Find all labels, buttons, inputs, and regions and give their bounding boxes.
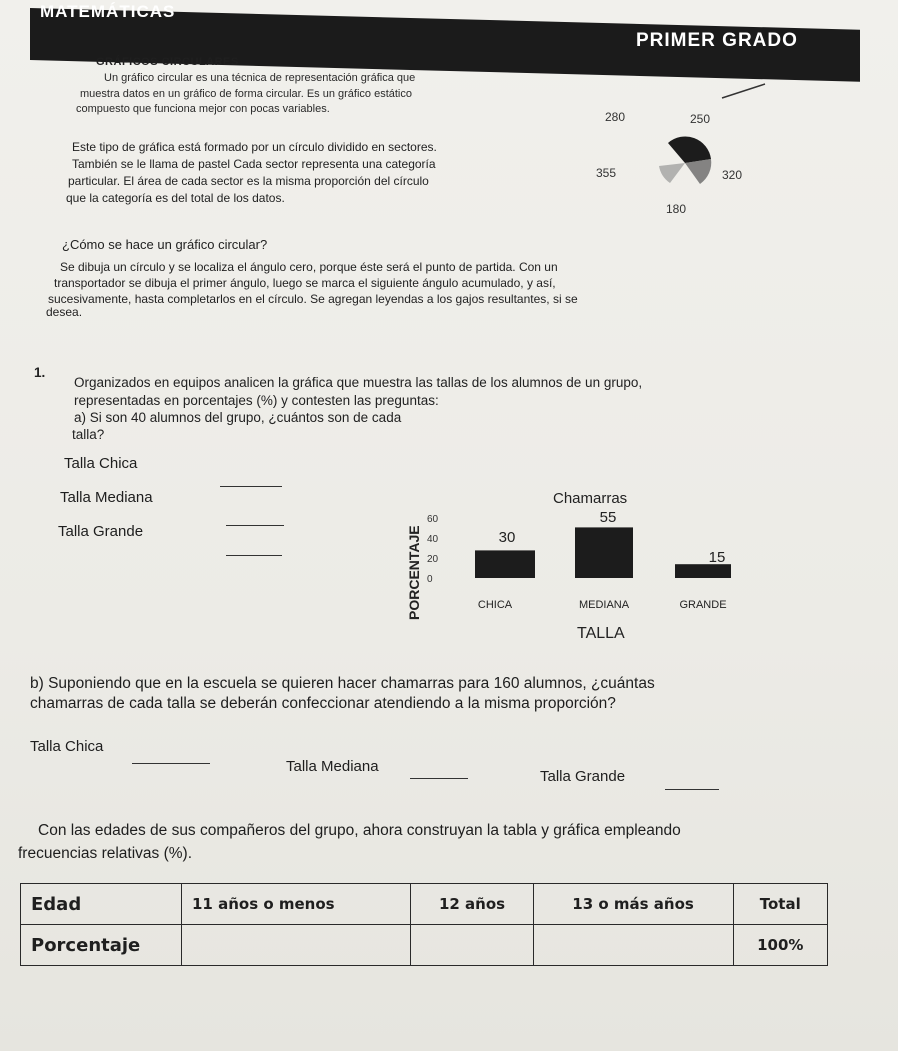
description-line: que la categoría es del total de los datos. bbox=[66, 191, 285, 205]
description-line: particular. El área de cada sector es la misma proporción del círculo bbox=[68, 174, 429, 188]
how-question: ¿Cómo se hace un gráfico circular? bbox=[62, 237, 268, 252]
chart-data-label: 30 bbox=[498, 529, 516, 546]
exercise-b-line: chamarras de cada talla se deberán confeccionar atendiendo a la misma proporción? bbox=[30, 695, 616, 712]
chart-data-label: 15 bbox=[708, 549, 726, 566]
intro-line: Un gráfico circular es una técnica de representación gráfica que bbox=[104, 72, 416, 84]
table-header-cell: Edad bbox=[21, 884, 182, 925]
answer-blank-chica[interactable] bbox=[220, 486, 282, 487]
answer-blank-grande[interactable] bbox=[226, 555, 282, 556]
answer-label-chica: Talla Chica bbox=[64, 455, 138, 472]
pie-chart-illustration bbox=[590, 80, 770, 220]
exercise-line: a) Si son 40 alumnos del grupo, ¿cuántos son de cada bbox=[74, 410, 402, 425]
how-text-line: transportador se dibuja el primer ángulo, luego se marca el siguiente ángulo acumulado, y así, bbox=[54, 276, 556, 290]
pie-label: 320 bbox=[722, 168, 743, 182]
chart-title: Chamarras bbox=[553, 490, 628, 507]
bar-chart bbox=[385, 480, 785, 660]
chart-xlabel: TALLA bbox=[577, 625, 625, 642]
chart-category-label: CHICA bbox=[477, 599, 513, 611]
chart-category-label: GRANDE bbox=[679, 599, 727, 611]
chart-ylabel: PORCENTAJE bbox=[406, 525, 422, 620]
how-text-line: Se dibuja un círculo y se localiza el ángulo cero, porque éste será el punto de partida. Con un bbox=[60, 260, 558, 274]
how-text-line: sucesivamente, hasta completarlos en el círculo. Se agregan leyendas a los gajos resultantes, si se bbox=[48, 292, 578, 306]
pie-sector-gray bbox=[685, 159, 711, 184]
exercise-c-line: Con las edades de sus compañeros del grupo, ahora construyan la tabla y gráfica empleando bbox=[38, 822, 681, 839]
chart-ytick-label: 0 bbox=[427, 574, 433, 585]
chart-data-label: 55 bbox=[599, 509, 617, 526]
b-answer-label-chica: Talla Chica bbox=[30, 738, 104, 755]
table-header-cell: 12 años bbox=[411, 884, 533, 925]
table-cell-input[interactable] bbox=[533, 925, 733, 966]
pie-sector-light bbox=[659, 163, 685, 183]
answer-blank-mediana[interactable] bbox=[226, 525, 284, 526]
table-cell-total: 100% bbox=[733, 925, 827, 966]
description-line: También se le llama de pastel Cada sector representa una categoría bbox=[72, 157, 436, 171]
exercise-line: talla? bbox=[72, 427, 105, 442]
b-answer-label-mediana: Talla Mediana bbox=[286, 758, 379, 775]
table-header-row bbox=[21, 884, 828, 925]
pie-pointer-line bbox=[722, 84, 765, 98]
pie-label: 280 bbox=[605, 110, 626, 124]
chart-ytick-label: 60 bbox=[427, 514, 439, 525]
table-header-cell: 11 años o menos bbox=[182, 884, 411, 925]
subject-title: MATEMÁTICAS bbox=[40, 2, 176, 21]
pie-label: 180 bbox=[666, 202, 687, 216]
exercise-line: Organizados en equipos analicen la gráfica que muestra las tallas de los alumnos de un grupo, bbox=[74, 375, 643, 390]
exercise-b-line: b) Suponiendo que en la escuela se quieren hacer chamarras para 160 alumnos, ¿cuántas bbox=[30, 675, 655, 692]
table-row-label: Porcentaje bbox=[21, 925, 182, 966]
section-title: GRÁFICOS CIRCULARES bbox=[96, 56, 239, 68]
b-answer-label-grande: Talla Grande bbox=[540, 768, 626, 785]
exercise-line: representadas en porcentajes (%) y contesten las preguntas: bbox=[74, 393, 439, 408]
table-header-cell: 13 o más años bbox=[533, 884, 733, 925]
pie-sector-dark bbox=[668, 136, 711, 163]
exercise-c-line: frecuencias relativas (%). bbox=[18, 845, 193, 862]
how-text-line: desea. bbox=[46, 305, 83, 319]
chart-bar-grande bbox=[675, 564, 731, 578]
intro-line: muestra datos en un gráfico de forma circular. Es un gráfico estático bbox=[80, 88, 412, 100]
b-answer-blank-grande[interactable] bbox=[665, 789, 719, 790]
pie-label: 355 bbox=[596, 166, 617, 180]
chart-bar-mediana bbox=[575, 527, 633, 578]
b-answer-blank-mediana[interactable] bbox=[410, 778, 468, 779]
pie-label: 250 bbox=[690, 112, 711, 126]
intro-line: compuesto que funciona mejor con pocas variables. bbox=[76, 103, 330, 115]
chart-ytick-label: 40 bbox=[427, 534, 439, 545]
grade-title: PRIMER GRADO bbox=[636, 30, 798, 51]
frequency-table bbox=[20, 883, 828, 966]
chart-category-label: MEDIANA bbox=[578, 599, 630, 611]
table-cell-input[interactable] bbox=[182, 925, 411, 966]
table-cell-input[interactable] bbox=[411, 925, 533, 966]
b-answer-blank-chica[interactable] bbox=[132, 763, 210, 764]
description-line: Este tipo de gráfica está formado por un círculo dividido en sectores. bbox=[72, 140, 437, 154]
chart-bars bbox=[475, 509, 731, 611]
table-header-cell: Total bbox=[733, 884, 827, 925]
exercise-number: 1. bbox=[34, 365, 46, 380]
answer-label-mediana: Talla Mediana bbox=[60, 489, 153, 506]
chart-yticks bbox=[427, 514, 439, 585]
chart-bar-chica bbox=[475, 550, 535, 578]
table-row bbox=[21, 925, 828, 966]
answer-label-grande: Talla Grande bbox=[58, 523, 144, 540]
chart-ytick-label: 20 bbox=[427, 554, 439, 565]
